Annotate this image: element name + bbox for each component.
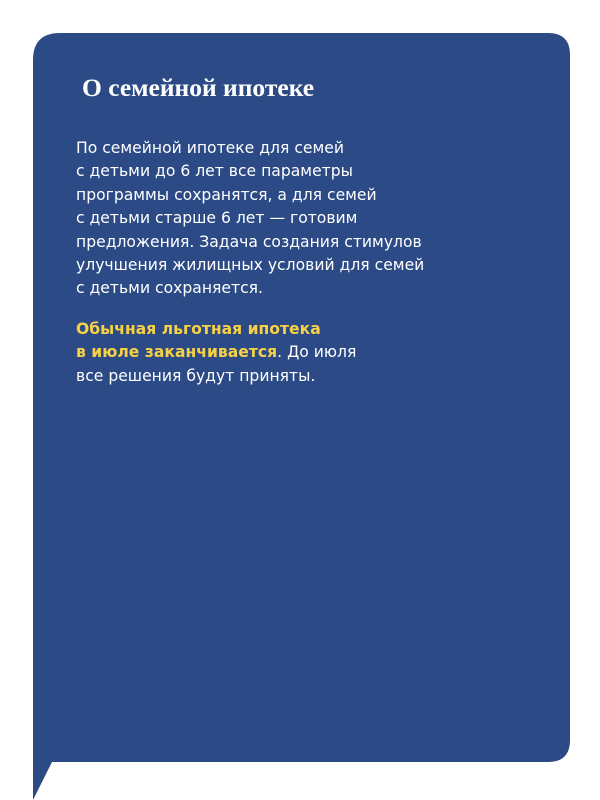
paragraph-line: с детьми до 6 лет все параметры bbox=[76, 162, 353, 181]
paragraph-line bbox=[76, 318, 356, 341]
paragraph-line bbox=[76, 341, 356, 364]
paragraph-line: с детьми сохраняется. bbox=[76, 279, 263, 298]
family-mortgage-paragraph bbox=[76, 137, 424, 301]
paragraph-line: улучшения жилищных условий для семей bbox=[76, 256, 425, 275]
paragraph-text: . До июля bbox=[277, 343, 357, 362]
highlighted-text: Обычная льготная ипотека bbox=[76, 320, 321, 338]
paragraph-line: По семейной ипотеке для семей bbox=[76, 139, 344, 157]
paragraph-line: предложения. Задача создания стимулов bbox=[76, 232, 422, 251]
preferential-mortgage-paragraph bbox=[76, 318, 356, 388]
card-title: О семейной ипотеке bbox=[82, 73, 315, 102]
highlighted-text: в июле заканчивается bbox=[76, 343, 278, 362]
paragraph-line: все решения будут приняты. bbox=[76, 366, 316, 385]
paragraph-line: программы сохранятся, а для семей bbox=[76, 185, 377, 204]
paragraph-line: с детьми старше 6 лет — готовим bbox=[76, 209, 358, 228]
